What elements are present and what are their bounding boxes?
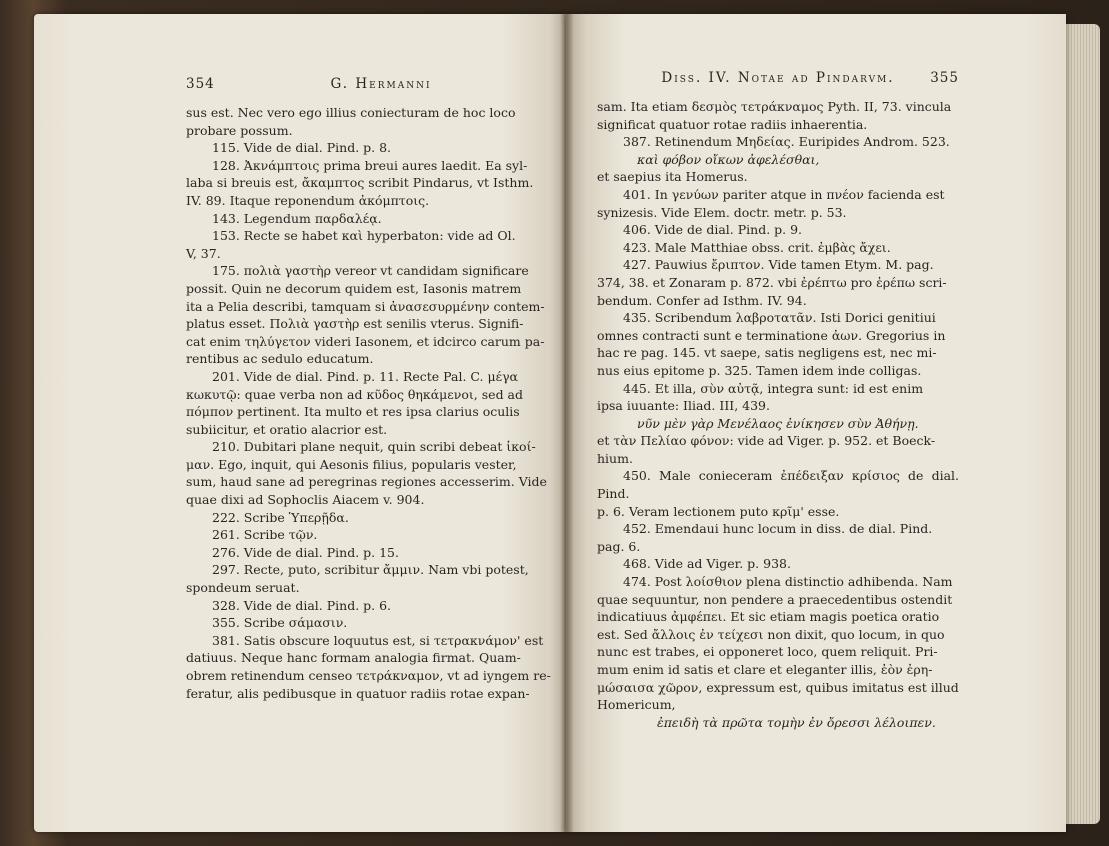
text-line: V, 37. [186, 245, 221, 261]
text-line: pag. 6. [597, 538, 641, 554]
text-line: sus est. Nec vero ego illius coniecturam de hoc loco [186, 105, 516, 120]
text-line: 143. Legendum παρδαλέᾳ. [212, 210, 382, 226]
text-line: 175. πολιὰ γαστὴρ vereor vt candidam significare [212, 263, 529, 279]
text-line: spondeum seruat. [186, 580, 300, 596]
right-page [566, 14, 1066, 832]
text-line: 450. Male conieceram ἐπέδειξαν κρίσιος de dial. Pind. [597, 468, 959, 502]
right-running-title: Diss. IV. Notae ad Pindarvm. [661, 70, 895, 86]
text-line: subiicitur, et oratio alacrior est. [186, 421, 388, 437]
left-page [34, 14, 566, 832]
text-line: 474. Post λοίσθιον plena distinctio adhibenda. Nam [623, 574, 953, 590]
text-line: datiuus. Neque hanc formam analogia firmat. Quam- [186, 650, 521, 666]
text-line: sam. Ita etiam δεσμὸς τετράκναμος Pyth. II, 73. vincula [597, 99, 952, 114]
text-line: et saepius ita Homerus. [597, 169, 748, 185]
text-line: probare possum. [186, 122, 293, 138]
text-line: ita a Pelia describi, tamquam si ἀνασεσυρμένην contem- [186, 298, 545, 314]
text-line: synizesis. Vide Elem. doctr. metr. p. 53. [597, 204, 847, 220]
text-line: 115. Vide de dial. Pind. p. 8. [212, 140, 392, 156]
right-page-number: 355 [930, 70, 959, 86]
left-text-block [186, 104, 576, 702]
text-line: καὶ φόβον οἴκων ἀφελέσθαι, [637, 151, 820, 167]
text-line: 374, 38. et Zonaram p. 872. vbi ἐρέπτω pro ἐρέπω scri- [597, 274, 947, 290]
text-line: 445. Et illa, σὺν αὐτᾷ, integra sunt: id est enim [623, 380, 924, 396]
text-line: ipsa iuuante: Iliad. III, 439. [597, 398, 770, 414]
text-line: πόμπον pertinent. Ita multo et res ipsa clarius oculis [186, 404, 520, 420]
text-line: 297. Recte, puto, scribitur ἄμμιν. Nam vbi potest, [212, 562, 529, 578]
text-line: significat quatuor rotae radiis inhaerentia. [597, 116, 868, 132]
text-line: quae sequuntur, non pendere a praecedentibus ostendit [597, 591, 953, 607]
text-line: νῦν μὲν γὰρ Μενέλαος ἐνίκησεν σὺν Ἀθήνῃ. [637, 415, 919, 431]
text-line: ἐπειδὴ τὰ πρῶτα τομὴν ἐν ὄρεσσι λέλοιπεν. [657, 714, 936, 730]
text-line: hac re pag. 145. vt saepe, satis negligens est, nec mi- [597, 345, 937, 361]
text-line: nunc est trabes, ei opponeret loco, quem reliquit. Pri- [597, 644, 938, 660]
page-edges [1066, 24, 1100, 824]
text-line: quae dixi ad Sophoclis Aiacem v. 904. [186, 492, 425, 508]
text-line: 128. Ἀκνάμπτοις prima breui aures laedit. Ea syl- [212, 157, 528, 173]
text-line: rentibus ac sedulo educatum. [186, 351, 374, 367]
right-text-block [597, 98, 959, 731]
text-line: sum, haud sane ad peregrinas regiones accesserim. Vide [186, 474, 547, 490]
text-line: 328. Vide de dial. Pind. p. 6. [212, 597, 392, 613]
text-line: 381. Satis obscure loquutus est, si τετρακνάμον' est [212, 632, 544, 648]
text-line: laba si breuis est, ἄκαμπτος scribit Pindarus, vt Isthm. [186, 175, 534, 191]
text-line: 435. Scribendum λαβροτατᾶν. Isti Dorici genitiui [623, 310, 936, 326]
text-line: platus esset. Πολιὰ γαστὴρ est senilis vterus. Signifi- [186, 316, 524, 332]
text-line: κωκυτῷ: quae verba non ad κῦδος θηκάμενοι, sed ad [186, 386, 523, 402]
left-running-title: G. Hermanni [330, 76, 432, 92]
left-page-number: 354 [186, 76, 215, 92]
text-line: nus eius epitome p. 325. Tamen idem inde colligas. [597, 362, 922, 378]
text-line: 423. Male Matthiae obss. crit. ἐμβὰς ἄχει. [623, 239, 891, 255]
text-line: 468. Vide ad Viger. p. 938. [623, 556, 791, 572]
book-spine-shadow [560, 14, 574, 832]
text-line: omnes contracti sunt e terminatione ἀων. Gregorius in [597, 327, 946, 343]
text-line: IV. 89. Itaque reponendum ἀκόμπτοις. [186, 192, 430, 208]
text-line: 387. Retinendum Μηδείας. Euripides Androm. 523. [623, 134, 950, 150]
text-line: 201. Vide de dial. Pind. p. 11. Recte Pal. C. μέγα [212, 368, 518, 384]
text-line: 427. Pauwius ἔριπτον. Vide tamen Etym. M. pag. [623, 257, 934, 273]
text-line: 276. Vide de dial. Pind. p. 15. [212, 544, 399, 560]
text-line: hium. [597, 450, 633, 466]
text-line: 153. Recte se habet καὶ hyperbaton: vide ad Ol. [212, 228, 516, 244]
text-line: 210. Dubitari plane nequit, quin scribi debeat ἱκοί- [212, 439, 536, 455]
text-line: 452. Emendaui hunc locum in diss. de dial. Pind. [623, 521, 933, 537]
text-line: mum enim id satis et clare et eleganter illis, ἐὸν ἐρη- [597, 662, 933, 677]
text-line: Homericum, [597, 697, 676, 713]
text-line: p. 6. Veram lectionem puto κρῖμ' esse. [597, 503, 840, 519]
text-line: 261. Scribe τῷν. [212, 527, 318, 543]
text-line: et τὰν Πελίαο φόνον: vide ad Viger. p. 952. et Boeck- [597, 433, 936, 449]
text-line: 222. Scribe Ὑπερῇδα. [212, 509, 349, 525]
text-line: possit. Quin ne decorum quidem est, Iasonis matrem [186, 280, 522, 296]
text-line: est. Sed ἄλλοις ἐν τείχεσι non dixit, quo locum, in quo [597, 626, 945, 642]
text-line: μώσαισα χῶρον, expressum est, quibus imitatus est illud [597, 679, 959, 695]
text-line: feratur, alis pedibusque in quatuor radiis rotae expan- [186, 685, 530, 701]
text-line: 406. Vide de dial. Pind. p. 9. [623, 222, 803, 238]
text-line: 401. In γενύων pariter atque in πνέον facienda est [623, 186, 945, 202]
text-line: bendum. Confer ad Isthm. IV. 94. [597, 292, 807, 308]
text-line: 355. Scribe σάμασιν. [212, 615, 348, 631]
text-line: obrem retinendum censeo τετράκναμον, vt ad iyngem re- [186, 668, 551, 683]
text-line: μαν. Ego, inquit, qui Aesonis filius, popularis vester, [186, 456, 517, 472]
text-line: indicatiuus ἀμφέπει. Et sic etiam magis poetica oratio [597, 609, 940, 625]
text-line: cat enim τηλύγετον videri Iasonem, et idcirco carum pa- [186, 333, 545, 349]
